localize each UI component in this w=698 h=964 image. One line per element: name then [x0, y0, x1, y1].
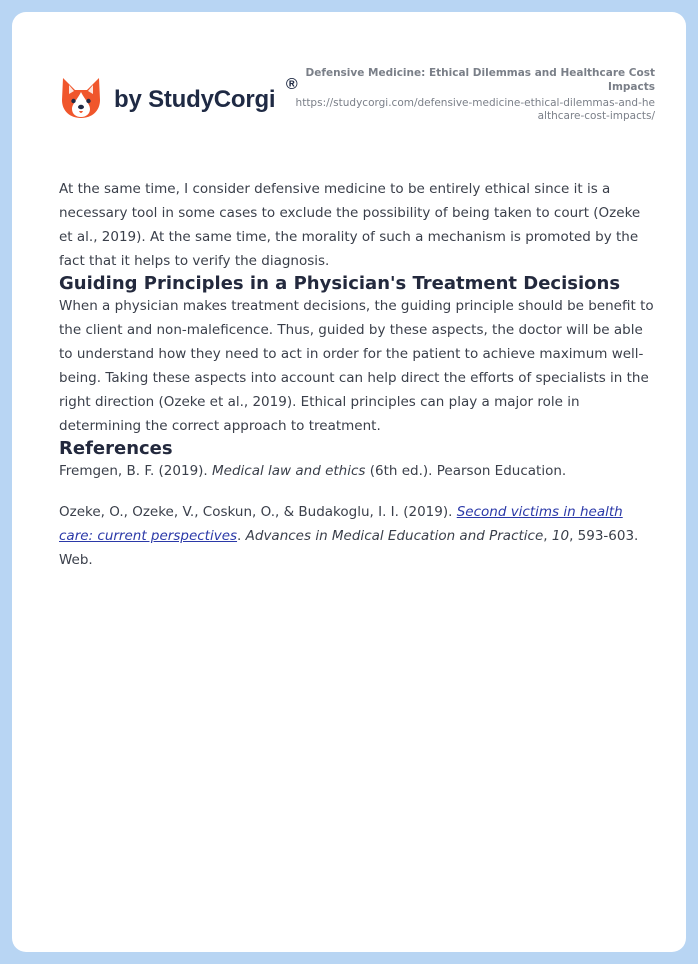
registered-mark: ® [285, 76, 298, 93]
reference-separator: , [543, 528, 552, 544]
reference-entry [59, 500, 657, 572]
body-paragraph: At the same time, I consider defensive medicine to be entirely ethical since it is a necessary tool in some cases to exclude the possibility of being taken to court (Ozeke et al., 2019). At the same time, the morality of such a mechanism is promoted by the fact that it helps to verify the diagnosis. [59, 181, 641, 269]
reference-details: (6th ed.). Pearson Education. [365, 463, 567, 479]
reference-link[interactable]: Second victims in health care: current perspectives [59, 504, 623, 544]
section-heading-references: References [59, 438, 173, 459]
section-heading-guiding-principles: Guiding Principles in a Physician's Treatment Decisions [59, 273, 621, 294]
reference-title: Medical law and ethics [212, 463, 366, 479]
reference-authors: Fremgen, B. F. (2019). [59, 463, 213, 479]
brand-name [114, 76, 298, 114]
document-url[interactable]: https://studycorgi.com/defensive-medicine-ethical-dilemmas-and-healthcare-cost-impacts/ [295, 97, 655, 122]
reference-separator: . [237, 528, 246, 544]
reference-journal: Advances in Medical Education and Practice [245, 528, 544, 544]
document-title: Defensive Medicine: Ethical Dilemmas and Healthcare Cost Impacts [305, 67, 655, 93]
reference-entry [59, 459, 657, 483]
reference-authors: Ozeke, O., Ozeke, V., Coskun, O., & Budakoglu, I. I. (2019). [59, 504, 457, 520]
document-meta [295, 66, 655, 123]
document-content [59, 177, 657, 589]
corgi-icon [60, 76, 102, 120]
body-paragraph: When a physician makes treatment decisions, the guiding principle should be benefit to the client and non-maleficence. Thus, guided by these aspects, the doctor will be able to understand how they need to act in order for the patient to achieve maximum well-being. Taking these aspects into account can help direct the efforts of specialists in the right direction (Ozeke et al., 2019). Ethical principles can play a major role in determining the correct approach to treatment. [59, 298, 654, 434]
reference-pages: , 593-603. Web. [59, 528, 639, 568]
brand-text: by StudyCorgi [114, 86, 276, 113]
document-page [12, 12, 686, 952]
studycorgi-logo[interactable] [60, 76, 298, 120]
reference-volume: 10 [551, 528, 570, 544]
